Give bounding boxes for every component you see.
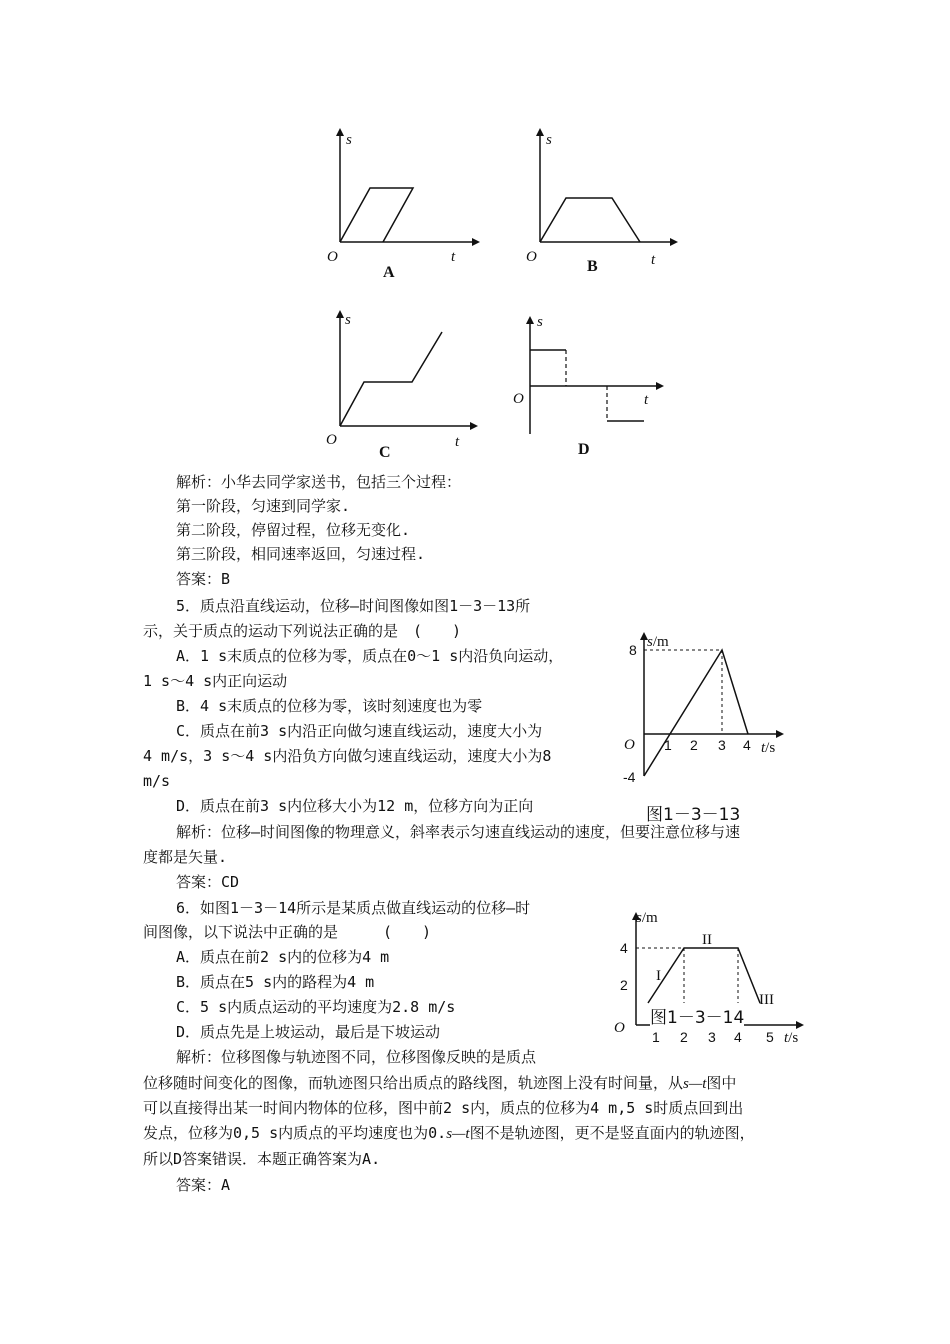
graph-d	[510, 310, 670, 474]
graph-d-svg	[510, 310, 670, 470]
graph-b-curve	[540, 198, 640, 242]
q5-stem-1: 5．质点沿直线运动，位移—时间图像如图1－3－13所	[176, 597, 531, 615]
q6-analysis-4	[143, 1123, 755, 1144]
origin-label: O	[326, 432, 337, 448]
q6-analysis-3: 可以直接得出某一时间内物体的位移，图中前2 s内，质点的位移为4 m,5 s时质点回到出	[143, 1099, 744, 1117]
q6-analysis-1: 解析：位移图像与轨迹图不同，位移图像反映的是质点	[176, 1048, 537, 1066]
axis-label-s: s/m	[647, 634, 669, 650]
tick-y-8: 8	[629, 642, 637, 658]
q5-analysis-1: 解析：位移—时间图像的物理意义，斜率表示匀速直线运动的速度，但要注意位移与速	[176, 823, 741, 841]
origin-label: O	[526, 249, 537, 265]
graph-a-curve	[340, 188, 413, 242]
q5-option-c-1: C．质点在前3 s内沿正向做匀速直线运动，速度大小为	[176, 722, 543, 740]
q6-analysis-4-text: 发点，位移为0,5 s内质点的平均速度也为0.	[143, 1124, 447, 1142]
graph-label: D	[578, 441, 590, 458]
graph-c-curve	[340, 332, 442, 426]
x-arrow	[670, 238, 678, 246]
graph-label: A	[383, 264, 395, 281]
figure-1-3-13	[610, 626, 790, 790]
axis-label-s: s	[345, 312, 351, 328]
figure-1-3-13-svg	[610, 626, 790, 786]
x-arrow	[656, 382, 664, 390]
q6-analysis-4-tail: 图不是轨迹图，更不是竖直面内的轨迹图，	[469, 1124, 755, 1142]
figure-1-3-13-curve	[644, 650, 748, 776]
tick-x-1: 1	[664, 737, 672, 753]
graph-c-svg	[320, 306, 480, 466]
graph-label: B	[587, 258, 598, 275]
q6-analysis-2-st: s—t	[683, 1076, 707, 1092]
axis-label-t: t	[455, 434, 460, 450]
q6-answer: 答案：A	[176, 1176, 231, 1194]
graph-c	[320, 306, 480, 470]
q6-option-c: C．5 s内质点运动的平均速度为2.8 m/s	[176, 998, 456, 1016]
q6-analysis-4-st: s—t	[446, 1126, 470, 1142]
x-arrow	[776, 730, 784, 738]
tick-x-4: 4	[743, 737, 751, 753]
y-arrow	[336, 128, 344, 136]
axis-label-s: s/m	[636, 910, 658, 926]
q6-analysis-2-text: 位移随时间变化的图像，而轨迹图只给出质点的路线图，轨迹图上没有时间量，从	[143, 1074, 684, 1092]
axis-label-t: t	[651, 252, 656, 268]
tick-x-2: 2	[690, 737, 698, 753]
origin-label: O	[513, 391, 524, 407]
graph-label: C	[379, 444, 391, 461]
q4-answer: 答案：B	[176, 570, 231, 588]
q6-option-d: D．质点先是上坡运动，最后是下坡运动	[176, 1023, 441, 1041]
q5-analysis-2: 度都是矢量.	[143, 848, 228, 866]
q5-option-c-3: m/s	[143, 772, 171, 790]
q4-analysis-1: 解析：小华去同学家送书，包括三个过程：	[176, 473, 462, 491]
origin-label: O	[614, 1020, 625, 1036]
segment-label-1: I	[656, 968, 661, 984]
axis-label-s: s	[537, 314, 543, 330]
figure-1-3-14-caption: 图1－3－14	[650, 1003, 744, 1028]
q6-analysis-2	[143, 1073, 736, 1094]
q5-stem-2: 示，关于质点的运动下列说法正确的是 ( )	[143, 622, 462, 640]
q5-option-b: B．4 s末质点的位移为零，该时刻速度也为零	[176, 697, 483, 715]
axis-label-s: s	[546, 132, 552, 148]
graph-a	[320, 124, 480, 288]
tick-x-4: 4	[734, 1029, 742, 1045]
graph-a-svg	[320, 124, 480, 284]
y-arrow	[526, 316, 534, 324]
axis-label-s: s	[346, 132, 352, 148]
q6-option-a: A．质点在前2 s内的位移为4 m	[176, 948, 390, 966]
figure-1-3-14	[610, 906, 810, 1050]
q6-option-b: B．质点在5 s内的路程为4 m	[176, 973, 375, 991]
x-arrow	[472, 238, 480, 246]
figure-1-3-14-curve	[648, 948, 760, 1003]
figure-1-3-13-caption: 图1－3－13	[646, 805, 741, 825]
graph-b-svg	[520, 124, 680, 284]
axis-label-t: t	[644, 392, 649, 408]
axis-label-t: t	[451, 249, 456, 265]
origin-label: O	[327, 249, 338, 265]
q5-option-c-2: 4 m/s，3 s～4 s内沿负方向做匀速直线运动，速度大小为8	[143, 747, 552, 765]
y-arrow	[336, 310, 344, 318]
axis-label-t: t/s	[784, 1030, 799, 1046]
x-arrow	[470, 422, 478, 430]
axis-label-t: t/s	[761, 740, 776, 756]
tick-y-2: 2	[620, 977, 628, 993]
q6-analysis-5: 所以D答案错误．本题正确答案为A.	[143, 1150, 381, 1168]
q4-analysis-2: 第一阶段，匀速到同学家.	[176, 497, 351, 515]
x-arrow	[796, 1021, 804, 1029]
tick-x-1: 1	[652, 1029, 660, 1045]
y-arrow	[536, 128, 544, 136]
q5-option-a-2: 1 s～4 s内正向运动	[143, 672, 288, 690]
q4-analysis-3: 第二阶段，停留过程，位移无变化.	[176, 521, 411, 539]
q6-analysis-2-tail: 图中	[706, 1074, 737, 1092]
q6-stem-2: 间图像，以下说法中正确的是 ( )	[143, 923, 432, 941]
tick-y-neg4: -4	[623, 769, 636, 785]
q4-analysis-4: 第三阶段，相同速率返回，匀速过程.	[176, 545, 426, 563]
tick-x-3: 3	[718, 737, 726, 753]
q6-stem-1: 6．如图1－3－14所示是某质点做直线运动的位移—时	[176, 899, 531, 917]
segment-label-2: II	[702, 932, 712, 948]
q5-option-a-1: A．1 s末质点的位移为零，质点在0～1 s内沿负向运动，	[176, 647, 564, 665]
origin-label: O	[624, 737, 635, 753]
q5-answer: 答案：CD	[176, 873, 240, 891]
tick-y-4: 4	[620, 940, 628, 956]
tick-x-3: 3	[708, 1029, 716, 1045]
graph-b	[520, 124, 680, 288]
segment-label-3: III	[759, 992, 774, 1008]
tick-x-5: 5	[766, 1029, 774, 1045]
q5-option-d: D．质点在前3 s内位移大小为12 m，位移方向为正向	[176, 797, 534, 815]
tick-x-2: 2	[680, 1029, 688, 1045]
